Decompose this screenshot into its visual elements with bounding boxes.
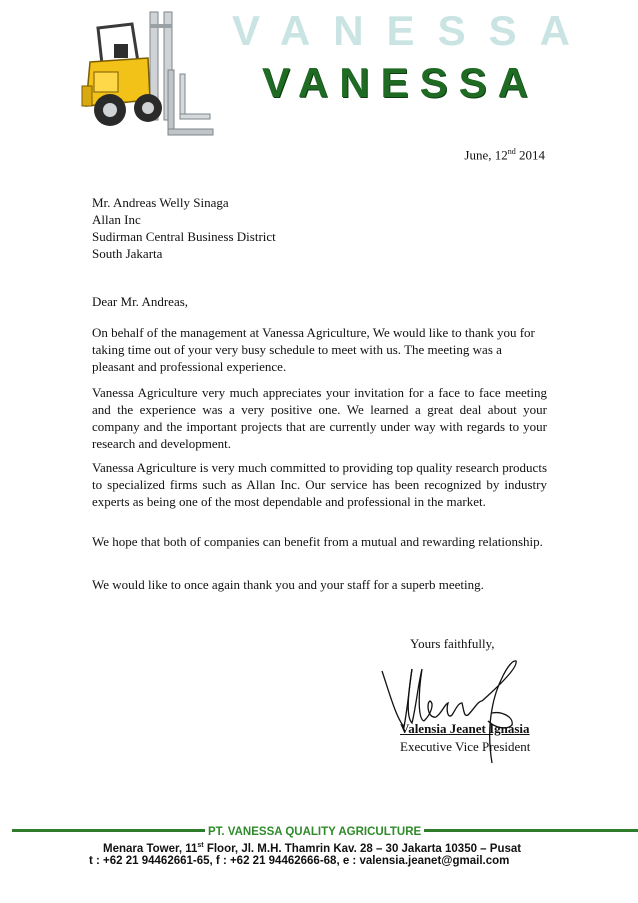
salutation: Dear Mr. Andreas, xyxy=(92,294,189,309)
date-prefix: June, 12 xyxy=(464,147,508,163)
date-suffix: nd xyxy=(507,147,516,156)
footer-address-sup: st xyxy=(197,842,204,849)
closing: Yours faithfully, xyxy=(410,636,495,651)
recipient-name: Mr. Andreas Welly Sinaga xyxy=(92,195,229,210)
letter-date xyxy=(464,143,545,163)
body-paragraph: Vanessa Agriculture is very much committed to providing top quality research products to specialized firms such as Allan Inc. Our service has been recognized by industry experts as being one of the most dependable and professional in the market. xyxy=(92,460,547,509)
footer-company-wrap xyxy=(205,820,424,838)
footer-address-start: Menara Tower, 11 xyxy=(103,842,198,855)
body-paragraph: Vanessa Agriculture very much appreciates your invitation for a face to face meeting and the experience was a very positive one. We learned a great deal about your company and the important projects that are currently under way with regards to your research and development. xyxy=(92,385,547,451)
recipient-company: Allan Inc xyxy=(92,212,141,227)
date-year: 2014 xyxy=(515,147,545,163)
body-paragraph: We would like to once again thank you and your staff for a superb meeting. xyxy=(92,577,484,592)
footer-address-end: Floor, Jl. M.H. Thamrin Kav. 28 – 30 Jakarta 10350 – Pusat xyxy=(203,842,522,855)
body-paragraph: We hope that both of companies can benefit from a mutual and rewarding relationship. xyxy=(92,534,543,549)
footer-company-name: PT. VANESSA QUALITY AGRICULTURE xyxy=(208,826,422,838)
forklift-icon xyxy=(80,10,220,140)
signer-title: Executive Vice President xyxy=(400,739,531,754)
recipient-city: South Jakarta xyxy=(92,246,163,261)
footer-contact: t : +62 21 94462661-65, f : +62 21 94462666-68, e : valensia.jeanet@gmail.com xyxy=(89,855,510,867)
recipient-block xyxy=(92,194,392,262)
body-paragraph: On behalf of the management at Vanessa Agriculture, We would like to thank you for taking time out of your very busy schedule to meet with us. The meeting was a pleasant and professional experience. xyxy=(92,325,535,374)
brand-name-ghost: VANESSA xyxy=(232,7,593,54)
brand-name: VANESSA xyxy=(262,59,539,106)
signer-name: Valensia Jeanet Ignasia xyxy=(400,721,530,736)
recipient-address-line: Sudirman Central Business District xyxy=(92,229,276,244)
